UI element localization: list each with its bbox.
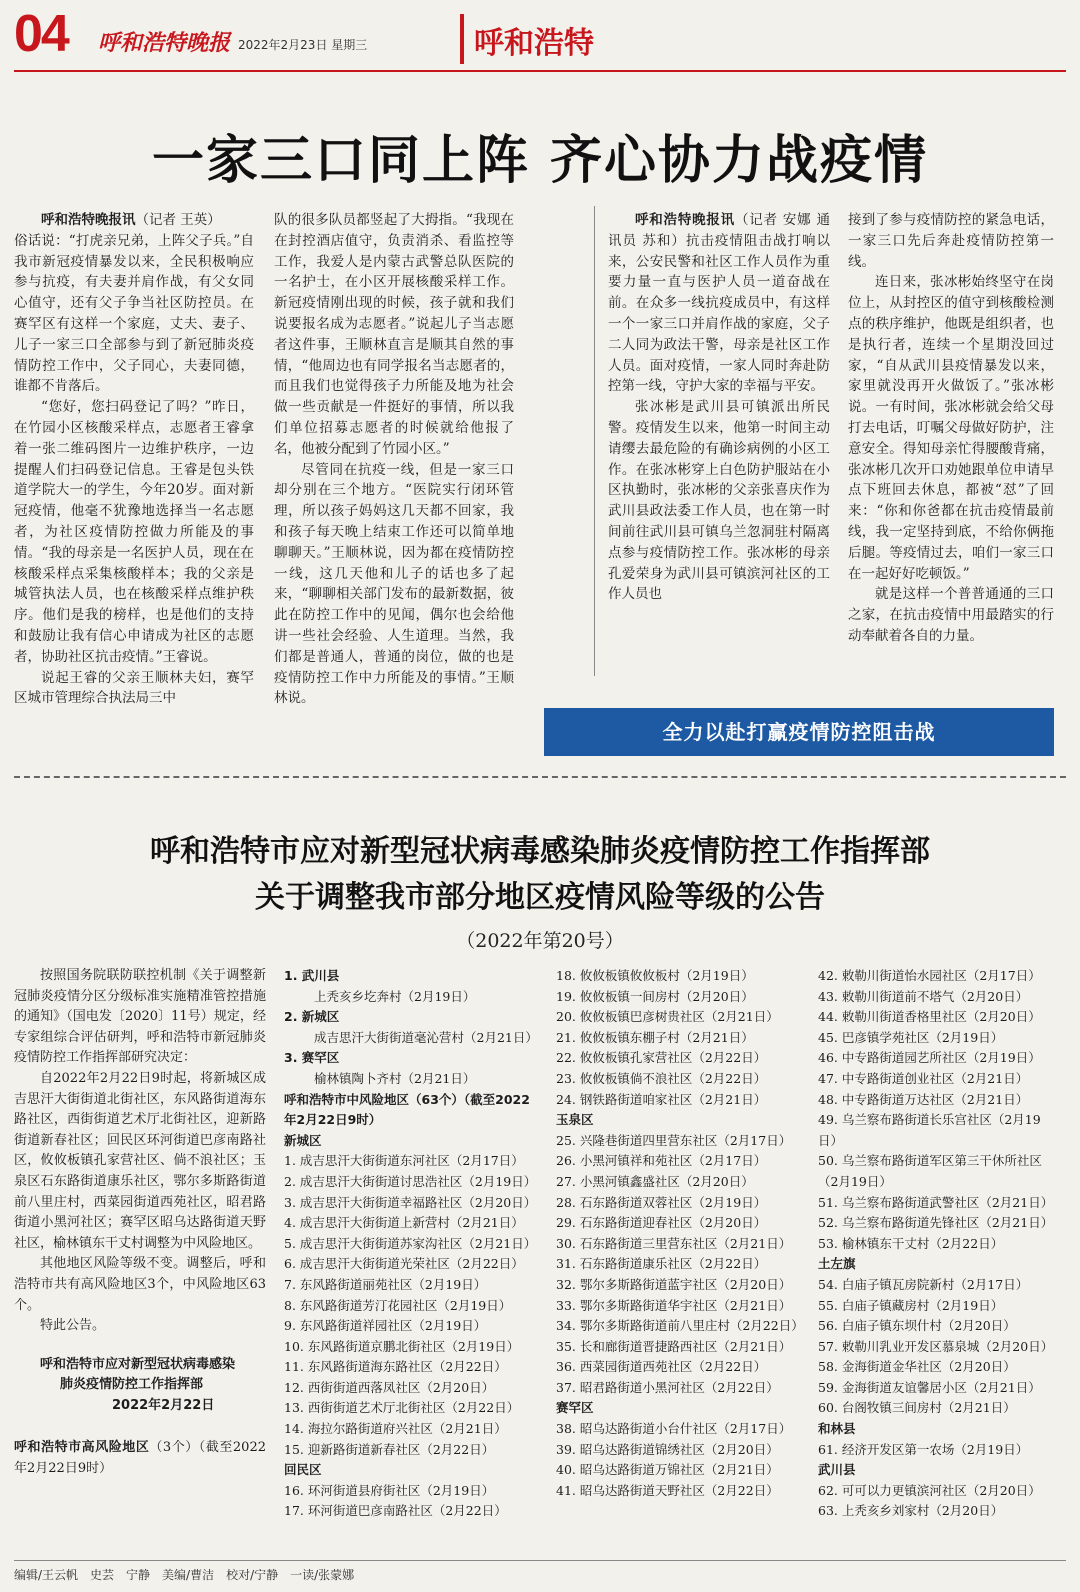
- list-heading: 回民区: [284, 1462, 322, 1478]
- list-heading: 玉泉区: [556, 1112, 594, 1128]
- signature-date: 2022年2月22日: [112, 1397, 215, 1413]
- editor-credits: 编辑/王云帆 史芸 宁静 美编/曹洁 校对/宁静 一读/张蒙娜: [14, 1568, 355, 1582]
- high-risk-heading: [14, 1438, 266, 1479]
- list-item: 38. 昭乌达路街道小台什社区（2月17日）: [556, 1421, 792, 1437]
- list-item: 21. 攸攸板镇东棚子村（2月21日）: [556, 1029, 754, 1045]
- list-item: 榆林镇陶卜齐村（2月21日）: [314, 1070, 476, 1086]
- risk-list-column-2: [556, 966, 814, 1501]
- list-item: 6. 成吉思汗大街街道光荣社区（2月22日）: [284, 1256, 524, 1272]
- list-item: 46. 中专路街道园艺所社区（2月19日）: [818, 1050, 1041, 1066]
- list-heading: 和林县: [818, 1421, 856, 1437]
- article-headline: 一家三口同上阵 齐心协力战疫情: [151, 131, 929, 191]
- list-item: 50. 乌兰察布路街道军区第三干休所社区（2月19日）: [818, 1153, 1042, 1189]
- paragraph: 张冰彬是武川县可镇派出所民警。疫情发生以来，他第一时间主动请缨去最危险的有确诊病例的小区工作。在张冰彬穿上白色防护服站在小区执勤时，张冰彬的父亲张喜庆作为武川县政法委工作人员，也在第一时间前往武川县可镇乌兰忽洞驻村隔离点参与疫情防控工作。张冰彬的母亲孔爱荣身为武川县可镇滨河社区的工作人员也: [608, 399, 830, 603]
- paragraph: 接到了参与疫情防控的紧急电话，一家三口先后奔赴疫情防控第一线。: [848, 212, 1054, 270]
- list-heading: 2. 新城区: [284, 1009, 340, 1025]
- paragraph: 抗击疫情阻击战打响以来，公安民警和社区工作人员作为重要力量一直与医护人员一道奋战在前。在众多一线抗疫成员中，有这样一个一家三口并肩作战的家庭，父子二人同为政法干警，母亲是社区工作人员。面对疫情，一家人同时奔赴防控第一线，守护大家的幸福与平安。: [608, 232, 830, 395]
- list-item: 62. 可可以力更镇滨河社区（2月20日）: [818, 1482, 1041, 1498]
- list-item: 43. 敕勒川街道前不塔气（2月20日）: [818, 988, 1029, 1004]
- column-divider: [594, 206, 595, 676]
- list-item: 52. 乌兰察布路街道先锋社区（2月21日）: [818, 1215, 1054, 1231]
- list-item: 27. 小黑河镇鑫盛社区（2月20日）: [556, 1173, 754, 1189]
- list-item: 17. 环河街道巴彦南路社区（2月22日）: [284, 1503, 507, 1519]
- list-item: 58. 金海街道金华社区（2月20日）: [818, 1359, 1016, 1375]
- list-item: 35. 长和廊街道晋捷路西社区（2月21日）: [556, 1338, 792, 1354]
- list-item: 54. 白庙子镇瓦房院新村（2月17日）: [818, 1276, 1029, 1292]
- list-item: 24. 钢铁路街道咱家社区（2月21日）: [556, 1091, 767, 1107]
- paragraph: “您好，您扫码登记了吗？”昨日，在竹园小区核酸采样点，志愿者王睿拿着一张二维码图片一边维护秩序，一边提醒人们扫码登记信息。王睿是包头铁道学院大一的学生，今年20岁。面对新冠疫情，他毫不犹豫地选择当一名志愿者，为社区疫情防控做力所能及的事情。“我的母亲是一名医护人员，现在在核酸采样点采集核酸样本；我的父亲是城管执法人员，也在核酸采样点维护秩序。他们是我的榜样，也是他们的支持和鼓励让我有信心申请成为社区的志愿者，协助社区抗击疫情。”王睿说。: [14, 399, 254, 665]
- notice-body: [14, 966, 266, 1480]
- list-item: 36. 西菜园街道西苑社区（2月22日）: [556, 1359, 767, 1375]
- list-heading: 赛罕区: [556, 1400, 594, 1416]
- article2-column2: [848, 210, 1054, 700]
- article2-column1: [608, 210, 830, 700]
- list-item: 63. 上秃亥乡刘家村（2月20日）: [818, 1503, 1004, 1519]
- list-item: 48. 中专路街道万达社区（2月21日）: [818, 1091, 1029, 1107]
- reporter: （记者 王英）: [135, 212, 221, 228]
- list-item: 12. 西街街道西落凤社区（2月20日）: [284, 1379, 495, 1395]
- list-item: 19. 攸攸板镇一间房村（2月20日）: [556, 988, 754, 1004]
- list-item: 15. 迎新路街道新春社区（2月22日）: [284, 1441, 495, 1457]
- list-item: 39. 昭乌达路街道锦绣社区（2月20日）: [556, 1441, 779, 1457]
- list-heading: 1. 武川县: [284, 968, 340, 983]
- notice-subtitle: 关于调整我市部分地区疫情风险等级的公告: [255, 880, 825, 915]
- list-item: 11. 东风路街道海东路社区（2月22日）: [284, 1359, 507, 1375]
- list-item: 61. 经济开发区第一农场（2月19日）: [818, 1441, 1029, 1457]
- issue-date: 2022年2月23日 星期三: [238, 38, 368, 52]
- page-header: [14, 5, 1066, 68]
- list-heading: 3. 赛罕区: [284, 1050, 340, 1066]
- list-item: 14. 海拉尔路街道府兴社区（2月21日）: [284, 1421, 507, 1437]
- signature-line: 肺炎疫情防控工作指挥部: [60, 1377, 204, 1393]
- list-item: 40. 昭乌达路街道万锦社区（2月21日）: [556, 1462, 779, 1478]
- list-item: 成吉思汗大街街道毫沁营村（2月21日）: [314, 1029, 538, 1045]
- article1-column2: [274, 210, 514, 740]
- list-item: 49. 乌兰察布路街道长乐宫社区（2月19日）: [818, 1112, 1041, 1148]
- list-item: 16. 环河街道县府街社区（2月19日）: [284, 1482, 495, 1498]
- list-item: 9. 东风路街道祥园社区（2月19日）: [284, 1318, 487, 1334]
- list-item: 57. 敕勒川乳业开发区慕泉城（2月20日）: [818, 1338, 1054, 1354]
- list-item: 25. 兴隆巷街道四里营东社区（2月17日）: [556, 1132, 792, 1148]
- list-heading: 土左旗: [818, 1256, 856, 1272]
- list-item: 47. 中专路街道创业社区（2月21日）: [818, 1070, 1029, 1086]
- list-item: 18. 攸攸板镇攸攸板村（2月19日）: [556, 968, 754, 983]
- list-item: 4. 成吉思汗大街街道上新营村（2月21日）: [284, 1215, 524, 1231]
- paragraph: 其他地区风险等级不变。调整后，呼和浩特市共有高风险地区3个，中风险地区63个。: [14, 1256, 266, 1313]
- list-item: 5. 成吉思汗大街街道苏家沟社区（2月21日）: [284, 1235, 537, 1251]
- list-heading: 武川县: [818, 1462, 856, 1478]
- list-item: 8. 东风路街道芳汀花园社区（2月19日）: [284, 1297, 512, 1313]
- section-divider: [14, 776, 1066, 778]
- list-item: 2. 成吉思汗大街街道讨思浩社区（2月19日）: [284, 1173, 537, 1189]
- list-heading: 新城区: [284, 1132, 322, 1148]
- list-item: 42. 敕勒川街道怡水园社区（2月17日）: [818, 968, 1041, 983]
- list-item: 33. 鄂尔多斯路街道华宇社区（2月21日）: [556, 1297, 792, 1313]
- list-item: 55. 白庙子镇藏房村（2月19日）: [818, 1297, 1004, 1313]
- list-item: 44. 敕勒川街道香格里社区（2月20日）: [818, 1009, 1041, 1025]
- article1-column1: [14, 210, 254, 740]
- newspaper-logo: 呼和浩特晚报: [98, 30, 231, 56]
- paragraph: 队的很多队员都竖起了大拇指。“我现在在封控酒店值守，负责消杀、看监控等工作，我爱人是内蒙古武警总队医院的一名护士，在小区开展核酸采样工作。新冠疫情刚出现的时候，孩子就和我们说要报名成为志愿者。”说起儿子当志愿者这件事，王顺林直言是顺其自然的事情，“他周边也有同学报名当志愿者的，而且我们也觉得孩子力所能及地为社会做一些贡献是一件挺好的事情，所以我们单位招募志愿者的时候就给他报了名，他被分配到了竹园小区。”: [274, 212, 514, 457]
- list-item: 1. 成吉思汗大街街道东河社区（2月17日）: [284, 1153, 524, 1169]
- paragraph: 尽管同在抗疫一线，但是一家三口却分别在三个地方。“医院实行闭环管理，所以孩子妈妈这几天都不回家，我和孩子每天晚上结束工作还可以简单地聊聊天。”王顺林说，因为都在疫情防控一线，这几天他和儿子的话也多了起来，“聊聊相关部门发布的最新数据，彼此在防控工作中的见闻，偶尔也会给他讲一些社会经验、人生道理。当然，我们都是普通人，普通的岗位，做的也是疫情防控工作中力所能及的事情。”王顺林说。: [274, 461, 514, 707]
- list-item: 51. 乌兰察布路街道武警社区（2月21日）: [818, 1194, 1054, 1210]
- list-item: 13. 西街街道艺术厅北街社区（2月22日）: [284, 1400, 520, 1416]
- list-item: 56. 白庙子镇东坝什村（2月20日）: [818, 1318, 1016, 1334]
- header-accent-bar: [460, 14, 464, 64]
- paragraph: 自2022年2月22日9时起，将新城区成吉思汗大街街道北街社区，东风路街道海东路社区，西街街道艺术厅北街社区，迎新路街道新春社区；回民区环河街道巴彦南路社区，攸攸板镇孔家营社区、倘不浪社区；玉泉区石东路街道康乐社区，鄂尔多斯路街道前八里庄村，西菜园街道西苑社区，昭君路街道小黑河社区；赛罕区昭乌达路街道天野社区，榆林镇东干丈村调整为中风险地区。: [14, 1070, 266, 1251]
- list-item: 32. 鄂尔多斯路街道蓝宇社区（2月20日）: [556, 1276, 792, 1292]
- high-risk-title: 呼和浩特市高风险地区: [14, 1440, 150, 1456]
- notice-title: 呼和浩特市应对新型冠状病毒感染肺炎疫情防控工作指挥部: [150, 834, 930, 869]
- page-number: 04: [14, 5, 68, 63]
- section-title: 呼和浩特: [474, 26, 594, 61]
- paragraph: 俗话说：“打虎亲兄弟，上阵父子兵。”自我市新冠疫情暴发以来，全民积极响应参与抗疫，有夫妻并肩作战，有父女同心值守，还有父子争当社区防控员。在赛罕区有这样一个家庭，丈夫、妻子、儿子一家三口全部参与到了新冠肺炎疫情防控工作中，父子同心，夫妻同德，谁都不肯落后。: [14, 232, 254, 395]
- header-rule: [14, 70, 1066, 72]
- list-item: 34. 鄂尔多斯路街道前八里庄村（2月22日）: [556, 1318, 804, 1334]
- paragraph: 特此公告。: [40, 1318, 106, 1334]
- list-item: 28. 石东路街道双蓉社区（2月19日）: [556, 1194, 767, 1210]
- list-item: 22. 攸攸板镇孔家营社区（2月22日）: [556, 1050, 767, 1066]
- list-item: 41. 昭乌达路街道天野社区（2月22日）: [556, 1482, 779, 1498]
- paragraph: 连日来，张冰彬始终坚守在岗位上，从封控区的值守到核酸检测点的秩序维护，他既是组织者，也是执行者，连续一个星期没回过家，“自从武川县疫情暴发以来，家里就没再开火做饭了。”张冰彬说。一有时间，张冰彬就会给父母打去电话，叮嘱父母做好防护，注意安全。得知母亲忙得腰酸背痛，张冰彬几次开口劝她跟单位申请早点下班回去休息，都被“怼”了回来：“你和你爸都在抗击疫情最前线，我一定坚持到底，不给你俩拖后腿。等疫情过去，咱们一家三口在一起好好吃顿饭。”: [848, 274, 1054, 582]
- list-item: 59. 金海街道友谊馨居小区（2月21日）: [818, 1379, 1041, 1395]
- paragraph: 就是这样一个普普通通的三口之家，在抗击疫情中用最踏实的行动奉献着各自的力量。: [848, 586, 1054, 644]
- list-item: 31. 石东路街道康乐社区（2月22日）: [556, 1256, 767, 1272]
- list-item: 45. 巴彦镇学苑社区（2月19日）: [818, 1029, 1004, 1045]
- list-item: 60. 台阁牧镇三间房村（2月21日）: [818, 1400, 1016, 1416]
- footer-rule: [14, 1560, 1066, 1561]
- high-risk-note: （3个）（截至2022年2月22日9时）: [14, 1440, 266, 1477]
- signature-line: 呼和浩特市应对新型冠状病毒感染: [40, 1356, 236, 1372]
- list-item: 53. 榆林镇东干丈村（2月22日）: [818, 1235, 1004, 1251]
- byline: 呼和浩特晚报讯: [41, 212, 136, 228]
- list-item: 26. 小黑河镇祥和苑社区（2月17日）: [556, 1153, 767, 1169]
- list-item: 29. 石东路街道迎春社区（2月20日）: [556, 1215, 767, 1231]
- list-item: 37. 昭君路街道小黑河社区（2月22日）: [556, 1379, 779, 1395]
- risk-list-column-3: [818, 966, 1058, 1522]
- notice-number: （2022年第20号）: [456, 930, 624, 952]
- paragraph: 按照国务院联防联控机制《关于调整新冠肺炎疫情分区分级标准实施精准管控措施的通知》（国电发〔2020〕11号）规定，经专家组综合评估研判，呼和浩特市新冠肺炎疫情防控工作指挥部研究决定：: [14, 968, 266, 1066]
- reporter: （记者 安娜 通讯员 苏和）: [608, 212, 830, 249]
- list-item: 上秃亥乡圪奔村（2月19日）: [314, 988, 476, 1004]
- risk-list-column-1: [284, 966, 540, 1522]
- list-item: 10. 东风路街道京鹏北街社区（2月19日）: [284, 1338, 520, 1354]
- list-item: 20. 攸攸板镇巴彦树贵社区（2月21日）: [556, 1009, 779, 1025]
- list-heading: 呼和浩特市中风险地区（63个）（截至2022年2月22日9时）: [284, 1091, 530, 1128]
- list-item: 7. 东风路街道丽苑社区（2月19日）: [284, 1276, 487, 1292]
- list-item: 30. 石东路街道三里营东社区（2月21日）: [556, 1235, 792, 1251]
- byline: 呼和浩特晚报讯: [635, 212, 735, 228]
- paragraph: 说起王睿的父亲王顺林夫妇，赛罕区城市管理综合执法局三中: [14, 669, 254, 707]
- list-item: 23. 攸攸板镇倘不浪社区（2月22日）: [556, 1070, 767, 1086]
- list-item: 3. 成吉思汗大街街道幸福路社区（2月20日）: [284, 1194, 537, 1210]
- slogan-banner: 全力以赴打赢疫情防控阻击战: [544, 708, 1054, 756]
